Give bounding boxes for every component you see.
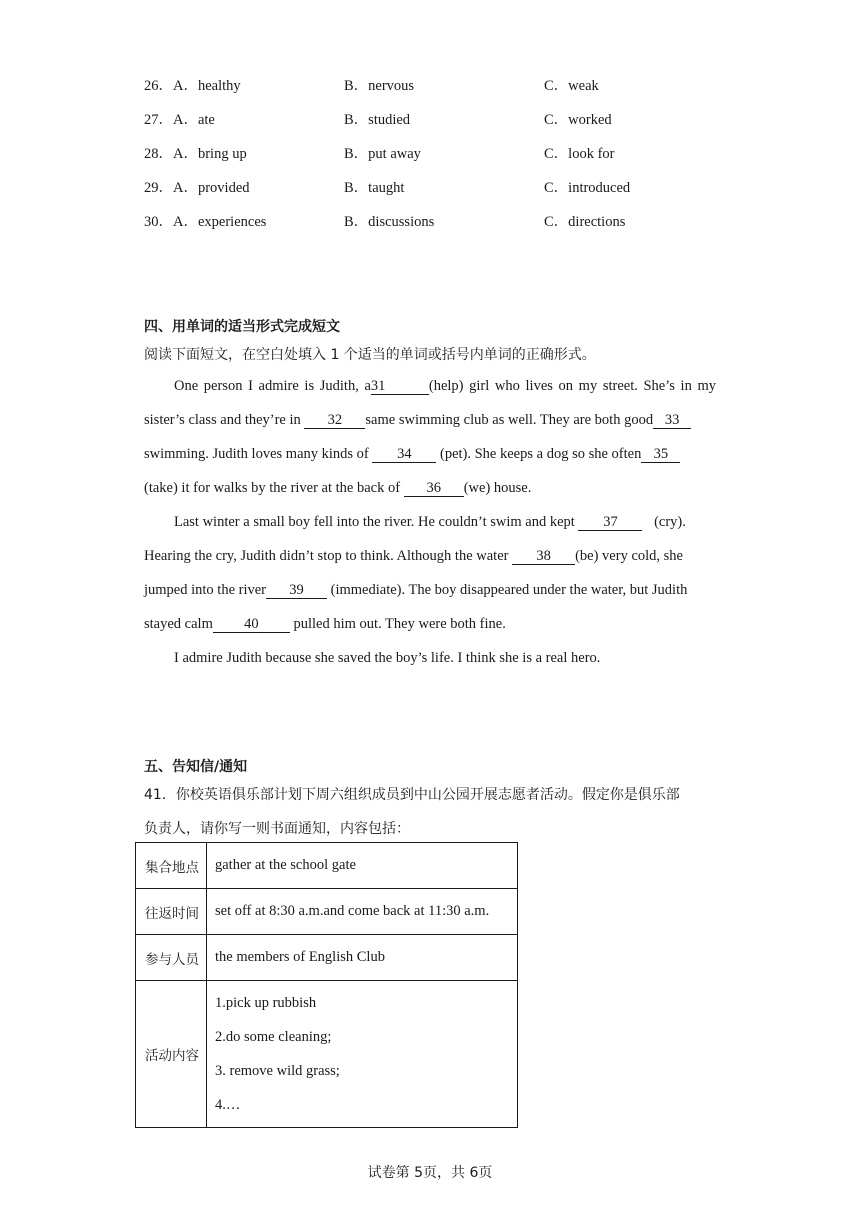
passage-line-1 bbox=[144, 378, 716, 395]
text: sister’s class and they’re in bbox=[144, 412, 305, 428]
question-number: 28． bbox=[144, 146, 173, 162]
option-b: B．taught bbox=[344, 180, 405, 196]
table-key: 往返时间 bbox=[136, 889, 207, 935]
table-key: 参与人员 bbox=[136, 935, 207, 981]
option-b: B．nervous bbox=[344, 78, 415, 94]
option-b: B．discussions bbox=[344, 214, 435, 230]
page-footer: 试卷第 5页，共 6页 bbox=[367, 1165, 493, 1181]
option-c: C．worked bbox=[544, 112, 612, 128]
table-row bbox=[136, 843, 518, 889]
text: swimming. Judith loves many kinds of bbox=[144, 446, 373, 462]
option-row-29 bbox=[144, 176, 250, 197]
text: (help) girl who lives on my street. She’s in my bbox=[428, 378, 716, 394]
table-value: the members of English Club bbox=[207, 935, 518, 981]
section5-title: 五、告知信/通知 bbox=[144, 759, 248, 775]
table-key: 活动内容 bbox=[136, 981, 207, 1128]
passage-line-4 bbox=[144, 480, 716, 497]
passage-line-9: I admire Judith because she saved the boy’s life. I think she is a real hero. bbox=[174, 650, 601, 666]
text: (immediate). The boy disappeared under the water, but Judith bbox=[327, 582, 688, 598]
passage-line-8 bbox=[144, 616, 716, 633]
question-number: 29． bbox=[144, 180, 173, 196]
option-a: A．ate bbox=[173, 112, 215, 128]
option-c: C．introduced bbox=[544, 180, 631, 196]
option-row-27 bbox=[144, 108, 215, 129]
blank-37[interactable]: 37 bbox=[578, 514, 642, 531]
section4-title: 四、用单词的适当形式完成短文 bbox=[144, 319, 340, 335]
list-item: 1.pick up rubbish bbox=[215, 995, 317, 1011]
list-item: 3. remove wild grass; bbox=[215, 1063, 340, 1079]
list-item: 2.do some cleaning; bbox=[215, 1029, 332, 1045]
option-row-26 bbox=[144, 74, 241, 95]
option-row-30 bbox=[144, 210, 266, 231]
option-a: A．bring up bbox=[173, 146, 247, 162]
question-41-line-2: 负责人，请你写一则书面通知，内容包括： bbox=[144, 821, 410, 837]
option-b: B．studied bbox=[344, 112, 411, 128]
blank-38[interactable]: 38 bbox=[512, 548, 575, 565]
text: Hearing the cry, Judith didn’t stop to think. Although the water bbox=[144, 548, 513, 564]
option-a: A．experiences bbox=[173, 214, 267, 230]
text: (take) it for walks by the river at the back of bbox=[144, 480, 404, 496]
passage-line-3 bbox=[144, 446, 716, 463]
activity-list bbox=[207, 981, 518, 1128]
table-row bbox=[136, 981, 518, 1128]
text: pulled him out. They were both fine. bbox=[289, 616, 506, 632]
option-row-28 bbox=[144, 142, 247, 163]
question-number: 30． bbox=[144, 214, 173, 230]
passage-line-6 bbox=[144, 548, 716, 565]
option-c: C．directions bbox=[544, 214, 626, 230]
option-c: C．look for bbox=[544, 146, 615, 162]
text: same swimming club as well. They are both good bbox=[365, 412, 654, 428]
text: stayed calm bbox=[144, 616, 213, 632]
blank-32[interactable]: 32 bbox=[304, 412, 365, 429]
list-item: 4.… bbox=[215, 1097, 241, 1113]
question-number: 27． bbox=[144, 112, 173, 128]
passage-line-5 bbox=[144, 514, 716, 531]
option-b: B．put away bbox=[344, 146, 421, 162]
table-row bbox=[136, 889, 518, 935]
text: (be) very cold, she bbox=[575, 548, 683, 564]
option-c: C．weak bbox=[544, 78, 599, 94]
text: jumped into the river bbox=[144, 582, 267, 598]
table-key: 集合地点 bbox=[136, 843, 207, 889]
blank-35[interactable]: 35 bbox=[641, 446, 680, 463]
blank-31[interactable]: 31 bbox=[371, 378, 429, 395]
section4-instruction: 阅读下面短文，在空白处填入 1 个适当的单词或括号内单词的正确形式。 bbox=[144, 347, 596, 363]
blank-33[interactable]: 33 bbox=[653, 412, 691, 429]
question-number: 26． bbox=[144, 78, 173, 94]
passage-line-2 bbox=[144, 412, 716, 429]
text: One person I admire is Judith, a bbox=[174, 378, 371, 394]
blank-36[interactable]: 36 bbox=[404, 480, 464, 497]
question-41-line-1: 41．你校英语俱乐部计划下周六组织成员到中山公园开展志愿者活动。假定你是俱乐部 bbox=[144, 787, 680, 803]
text: (we) house. bbox=[463, 480, 532, 496]
table-row bbox=[136, 935, 518, 981]
option-a: A．provided bbox=[173, 180, 250, 196]
table-value: set off at 8:30 a.m.and come back at 11:30 a.m. bbox=[207, 889, 518, 935]
table-value: gather at the school gate bbox=[207, 843, 518, 889]
text: (pet). She keeps a dog so she often bbox=[436, 446, 642, 462]
text: Last winter a small boy fell into the river. He couldn’t swim and kept bbox=[174, 514, 579, 530]
notice-info-table bbox=[135, 842, 518, 1128]
blank-34[interactable]: 34 bbox=[372, 446, 436, 463]
option-a: A．healthy bbox=[173, 78, 241, 94]
blank-39[interactable]: 39 bbox=[266, 582, 327, 599]
text: (cry). bbox=[650, 514, 686, 530]
blank-40[interactable]: 40 bbox=[213, 616, 290, 633]
passage-line-7 bbox=[144, 582, 716, 599]
